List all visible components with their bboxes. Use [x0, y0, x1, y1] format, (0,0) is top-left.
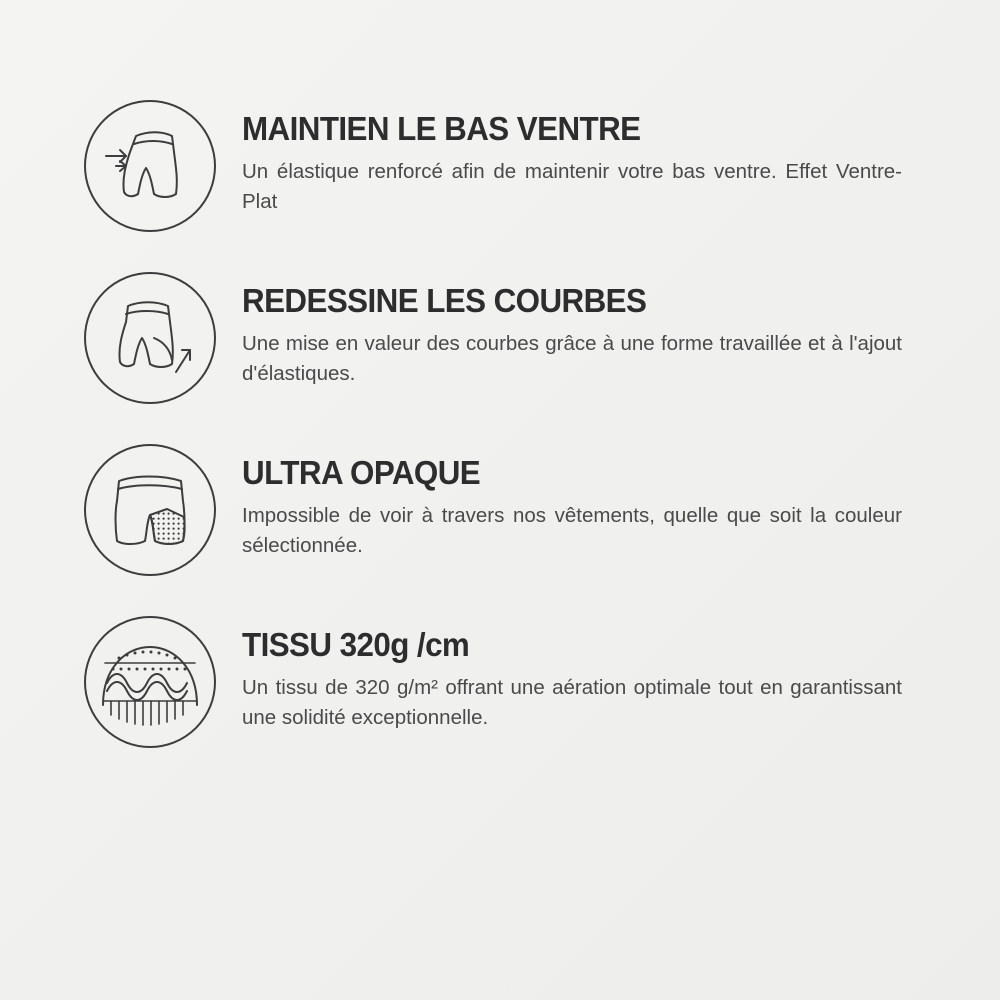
feature-text [220, 270, 914, 390]
feature-item [80, 98, 914, 232]
feature-text [220, 442, 914, 562]
shorts-opaque-fabric-icon [84, 444, 216, 576]
feature-description: Une mise en valeur des courbes grâce à une forme travaillée et à l'ajout d'élastiques. [242, 331, 902, 386]
feature-text [220, 614, 914, 734]
icon-container [80, 270, 220, 404]
shapewear-curves-icon [84, 272, 216, 404]
feature-description: Impossible de voir à travers nos vêtements, quelle que soit la couleur sélectionnée. [242, 503, 902, 558]
feature-title: REDESSINE LES COURBES [242, 282, 647, 319]
feature-item [80, 270, 914, 404]
fabric-weave-icon [84, 616, 216, 748]
feature-title: ULTRA OPAQUE [242, 454, 481, 491]
feature-description: Un élastique renforcé afin de maintenir votre bas ventre. Effet Ventre-Plat [242, 159, 902, 214]
feature-item [80, 442, 914, 576]
feature-text [220, 98, 914, 218]
feature-title: TISSU 320g /cm [242, 626, 470, 663]
feature-title: MAINTIEN LE BAS VENTRE [242, 110, 641, 147]
feature-item [80, 614, 914, 748]
shapewear-waistband-icon [84, 100, 216, 232]
icon-container [80, 614, 220, 748]
icon-container [80, 98, 220, 232]
icon-container [80, 442, 220, 576]
feature-description: Un tissu de 320 g/m² offrant une aération optimale tout en garantissant une solidité exceptionnelle. [242, 675, 902, 730]
